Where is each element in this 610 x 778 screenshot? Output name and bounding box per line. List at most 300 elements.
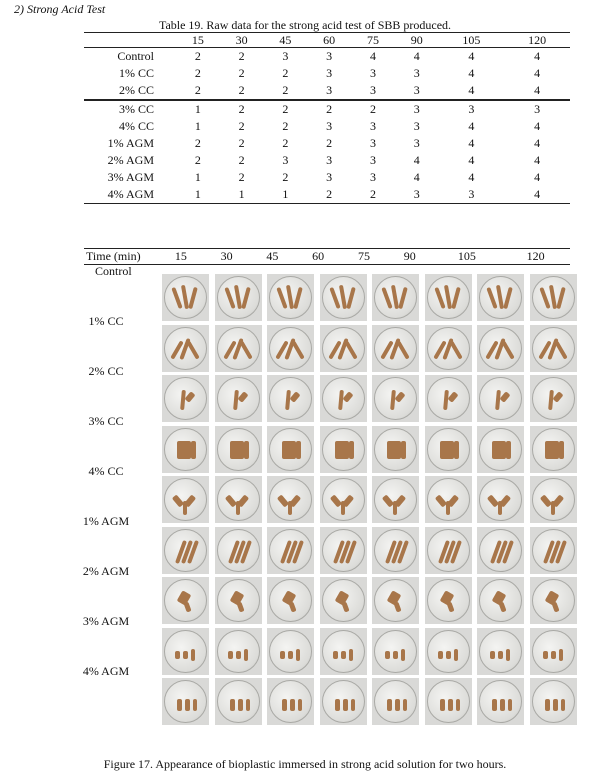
raw-cell-value: 2 xyxy=(194,153,201,167)
raw-row-label: Control xyxy=(117,49,154,63)
sample-photo xyxy=(530,678,577,725)
sample-photo xyxy=(477,628,524,675)
raw-cell-value: 3 xyxy=(282,49,289,63)
raw-table-row xyxy=(84,152,570,169)
sample-photo xyxy=(215,325,262,372)
raw-cell-value: 2 xyxy=(282,83,289,97)
raw-cell-value: 3 xyxy=(504,100,570,118)
figure-row-label: 4% CC xyxy=(88,464,124,478)
sample-photo xyxy=(372,426,419,473)
bioplastic-sample-icon xyxy=(500,699,505,711)
bioplastic-sample-icon xyxy=(293,287,303,309)
petri-dish-icon xyxy=(532,630,575,673)
petri-dish-icon xyxy=(164,529,207,572)
petri-dish-icon xyxy=(322,478,365,521)
raw-cell-value: 3 xyxy=(369,66,376,80)
petri-dish-icon xyxy=(322,377,365,420)
sample-photo xyxy=(372,375,419,422)
raw-cell-value: 4 xyxy=(468,170,475,184)
bioplastic-sample-icon xyxy=(393,651,398,659)
figure-time-value: 75 xyxy=(341,249,387,265)
figure-time-value: 30 xyxy=(204,249,250,265)
table-caption: Table 19. Raw data for the strong acid test of SBB produced. xyxy=(158,18,452,32)
petri-dish-icon xyxy=(269,428,312,471)
bioplastic-sample-icon xyxy=(387,441,401,459)
bioplastic-sample-icon xyxy=(342,391,353,403)
sample-photo xyxy=(267,527,314,574)
raw-cell-value: 4 xyxy=(468,83,475,97)
raw-cell-value: 1 xyxy=(220,186,264,204)
sample-photo xyxy=(530,628,577,675)
bioplastic-sample-icon xyxy=(224,287,235,309)
raw-cell-value: 2 xyxy=(238,170,245,184)
sample-photo xyxy=(162,375,209,422)
raw-cell-value: 4 xyxy=(534,66,541,80)
petri-dish-icon xyxy=(164,428,207,471)
petri-dish-icon xyxy=(532,327,575,370)
bioplastic-sample-icon xyxy=(499,391,510,403)
bioplastic-sample-icon xyxy=(188,287,198,309)
bioplastic-sample-icon xyxy=(344,340,357,359)
bioplastic-sample-icon xyxy=(556,287,566,309)
sample-photo xyxy=(267,476,314,523)
petri-dish-icon xyxy=(427,529,470,572)
raw-cell-value: 4 xyxy=(468,136,475,150)
bioplastic-sample-icon xyxy=(508,699,512,711)
bioplastic-sample-icon xyxy=(351,699,355,711)
raw-cell-value: 2 xyxy=(238,153,245,167)
bioplastic-sample-icon xyxy=(448,699,453,711)
figure-row-label: 2% CC xyxy=(88,364,124,378)
raw-row-label: 3% AGM xyxy=(107,170,154,184)
raw-cell-value: 2 xyxy=(264,100,308,118)
petri-dish-icon xyxy=(322,276,365,319)
sample-photo xyxy=(477,426,524,473)
raw-table-row xyxy=(84,135,570,152)
bioplastic-sample-icon xyxy=(446,601,454,612)
petri-dish-icon xyxy=(427,630,470,673)
sample-photo xyxy=(425,426,472,473)
bioplastic-sample-icon xyxy=(177,699,182,711)
petri-dish-icon xyxy=(532,680,575,723)
raw-cell-value: 4 xyxy=(413,49,420,63)
raw-cell-value: 1 xyxy=(264,186,308,204)
raw-cell-value: 4 xyxy=(534,119,541,133)
petri-dish-icon xyxy=(322,428,365,471)
bioplastic-sample-icon xyxy=(447,391,458,403)
raw-cell-value: 3 xyxy=(282,153,289,167)
raw-cell-value: 4 xyxy=(468,66,475,80)
bioplastic-sample-icon xyxy=(338,390,344,410)
sample-photo xyxy=(162,325,209,372)
sample-photo xyxy=(162,577,209,624)
petri-dish-icon xyxy=(269,529,312,572)
petri-dish-icon xyxy=(374,680,417,723)
raw-time-header: 90 xyxy=(395,33,439,48)
bioplastic-sample-icon xyxy=(177,441,191,459)
sample-photo xyxy=(477,325,524,372)
petri-dish-icon xyxy=(217,680,260,723)
petri-dish-icon xyxy=(479,630,522,673)
raw-cell-value: 2 xyxy=(351,186,395,204)
bioplastic-sample-icon xyxy=(446,651,451,659)
raw-cell-value: 2 xyxy=(238,136,245,150)
sample-photo xyxy=(425,628,472,675)
sample-photo xyxy=(215,274,262,321)
bioplastic-photo-grid xyxy=(162,274,582,726)
raw-table-row xyxy=(84,82,570,100)
bioplastic-sample-icon xyxy=(395,699,400,711)
raw-table-header-row xyxy=(84,33,570,48)
raw-cell-value: 1 xyxy=(194,119,201,133)
bioplastic-sample-icon xyxy=(446,501,450,515)
sample-photo xyxy=(372,577,419,624)
time-min-label: Time (min) xyxy=(84,249,158,265)
sample-photo xyxy=(320,678,367,725)
raw-cell-value: 1 xyxy=(194,170,201,184)
raw-cell-value: 4 xyxy=(413,153,420,167)
bioplastic-sample-icon xyxy=(291,340,304,359)
figure-row-label-control: Control xyxy=(95,264,132,278)
petri-dish-icon xyxy=(322,327,365,370)
petri-dish-icon xyxy=(532,428,575,471)
bioplastic-sample-icon xyxy=(394,391,405,403)
raw-cell-value: 2 xyxy=(307,186,351,204)
petri-dish-icon xyxy=(374,478,417,521)
raw-cell-value: 4 xyxy=(369,49,376,63)
bioplastic-sample-icon xyxy=(403,699,407,711)
sample-photo xyxy=(267,678,314,725)
bioplastic-sample-icon xyxy=(440,699,445,711)
figure-time-value: 45 xyxy=(250,249,296,265)
petri-dish-icon xyxy=(374,276,417,319)
bioplastic-sample-icon xyxy=(449,340,462,359)
raw-cell-value: 3 xyxy=(413,83,420,97)
section-heading: 2) Strong Acid Test xyxy=(14,2,106,16)
sample-photo xyxy=(162,678,209,725)
raw-cell-value: 3 xyxy=(395,100,439,118)
petri-dish-icon xyxy=(322,579,365,622)
petri-dish-icon xyxy=(374,579,417,622)
bioplastic-sample-icon xyxy=(237,391,248,403)
raw-cell-value: 4 xyxy=(534,83,541,97)
sample-photo xyxy=(425,375,472,422)
bioplastic-sample-icon xyxy=(239,340,252,359)
sample-photo xyxy=(530,527,577,574)
raw-cell-value: 2 xyxy=(194,83,201,97)
figure-time-value: 90 xyxy=(387,249,433,265)
bioplastic-sample-icon xyxy=(228,651,233,659)
bioplastic-sample-icon xyxy=(236,501,240,515)
sample-photo xyxy=(425,678,472,725)
sample-photo xyxy=(477,577,524,624)
bioplastic-sample-icon xyxy=(545,699,550,711)
bioplastic-sample-icon xyxy=(349,649,353,661)
bioplastic-sample-icon xyxy=(498,651,503,659)
bioplastic-sample-icon xyxy=(341,501,345,515)
figure-time-value: 60 xyxy=(295,249,341,265)
raw-cell-value: 3 xyxy=(326,170,333,184)
bioplastic-sample-icon xyxy=(393,501,397,515)
bioplastic-sample-icon xyxy=(503,287,513,309)
bioplastic-sample-icon xyxy=(387,699,392,711)
petri-dish-icon xyxy=(217,428,260,471)
raw-row-label: 1% AGM xyxy=(107,136,154,150)
bioplastic-sample-icon xyxy=(501,340,514,359)
sample-photo xyxy=(530,325,577,372)
petri-dish-icon xyxy=(479,327,522,370)
raw-cell-value: 3 xyxy=(413,136,420,150)
bioplastic-sample-icon xyxy=(490,651,495,659)
sample-photo xyxy=(215,476,262,523)
bioplastic-sample-icon xyxy=(456,699,460,711)
bioplastic-sample-icon xyxy=(559,441,564,459)
petri-dish-icon xyxy=(164,327,207,370)
raw-time-header: 15 xyxy=(176,33,220,48)
bioplastic-sample-icon xyxy=(183,601,191,612)
petri-dish-icon xyxy=(427,579,470,622)
bioplastic-sample-icon xyxy=(543,651,548,659)
petri-dish-icon xyxy=(532,579,575,622)
petri-dish-icon xyxy=(217,377,260,420)
petri-dish-icon xyxy=(374,327,417,370)
bioplastic-sample-icon xyxy=(341,651,346,659)
raw-cell-value: 2 xyxy=(326,136,333,150)
figure-row-label: 4% AGM xyxy=(82,664,130,678)
petri-dish-icon xyxy=(269,377,312,420)
raw-cell-value: 3 xyxy=(369,170,376,184)
petri-dish-icon xyxy=(479,680,522,723)
petri-dish-icon xyxy=(269,630,312,673)
sample-photo xyxy=(162,628,209,675)
bioplastic-sample-icon xyxy=(288,651,293,659)
bioplastic-sample-icon xyxy=(454,441,459,459)
bioplastic-sample-icon xyxy=(329,287,340,309)
raw-cell-value: 2 xyxy=(282,66,289,80)
bioplastic-sample-icon xyxy=(385,651,390,659)
raw-cell-value: 3 xyxy=(369,136,376,150)
bioplastic-sample-icon xyxy=(396,340,409,359)
petri-dish-icon xyxy=(532,478,575,521)
raw-row-label: 1% CC xyxy=(118,66,154,80)
bioplastic-sample-icon xyxy=(335,441,349,459)
raw-cell-value: 2 xyxy=(238,83,245,97)
bioplastic-sample-icon xyxy=(280,651,285,659)
raw-time-header: 120 xyxy=(504,33,570,48)
bioplastic-sample-icon xyxy=(246,699,250,711)
sample-photo xyxy=(477,678,524,725)
petri-dish-icon xyxy=(427,327,470,370)
raw-cell-value: 3 xyxy=(326,66,333,80)
raw-cell-value: 2 xyxy=(220,100,264,118)
petri-dish-icon xyxy=(269,680,312,723)
bioplastic-sample-icon xyxy=(551,651,556,659)
bioplastic-sample-icon xyxy=(561,699,565,711)
bioplastic-sample-icon xyxy=(346,287,356,309)
figure-row-label: 1% AGM xyxy=(82,514,130,528)
bioplastic-sample-icon xyxy=(440,441,454,459)
sample-photo xyxy=(372,678,419,725)
petri-dish-icon xyxy=(217,478,260,521)
petri-dish-icon xyxy=(427,680,470,723)
raw-cell-value: 3 xyxy=(413,119,420,133)
sample-photo xyxy=(372,628,419,675)
petri-dish-icon xyxy=(217,579,260,622)
bioplastic-sample-icon xyxy=(552,391,563,403)
raw-cell-value: 3 xyxy=(326,119,333,133)
petri-dish-icon xyxy=(269,579,312,622)
raw-table-row xyxy=(84,48,570,66)
bioplastic-sample-icon xyxy=(175,651,180,659)
bioplastic-sample-icon xyxy=(241,287,251,309)
sample-photo xyxy=(215,375,262,422)
bioplastic-sample-icon xyxy=(236,651,241,659)
sample-photo xyxy=(530,476,577,523)
sample-photo xyxy=(162,274,209,321)
bioplastic-sample-icon xyxy=(186,340,199,359)
bioplastic-sample-icon xyxy=(236,601,244,612)
bioplastic-sample-icon xyxy=(401,649,405,661)
petri-dish-icon xyxy=(427,478,470,521)
bioplastic-sample-icon xyxy=(244,649,248,661)
bioplastic-sample-icon xyxy=(184,391,195,403)
raw-cell-value: 1 xyxy=(176,100,220,118)
bioplastic-sample-icon xyxy=(282,441,296,459)
bioplastic-sample-icon xyxy=(233,390,239,410)
bioplastic-sample-icon xyxy=(296,649,300,661)
figure-time-row xyxy=(84,249,570,265)
figure-row-label: 3% AGM xyxy=(82,614,130,628)
raw-cell-value: 3 xyxy=(369,83,376,97)
sample-photo xyxy=(477,476,524,523)
sample-photo xyxy=(267,325,314,372)
raw-cell-value: 3 xyxy=(439,100,505,118)
sample-photo xyxy=(530,426,577,473)
petri-dish-icon xyxy=(164,377,207,420)
raw-row-label: 2% CC xyxy=(118,83,154,97)
raw-time-header: 30 xyxy=(220,33,264,48)
petri-dish-icon xyxy=(164,579,207,622)
raw-cell-value: 3 xyxy=(326,49,333,63)
figure-row-label: 2% AGM xyxy=(82,564,130,578)
bioplastic-sample-icon xyxy=(343,699,348,711)
petri-dish-icon xyxy=(427,276,470,319)
sample-photo xyxy=(372,527,419,574)
raw-cell-value: 2 xyxy=(194,66,201,80)
figure-time-value: 120 xyxy=(501,249,570,265)
petri-dish-icon xyxy=(374,428,417,471)
bioplastic-sample-icon xyxy=(288,601,296,612)
raw-cell-value: 4 xyxy=(534,153,541,167)
bioplastic-sample-icon xyxy=(434,287,445,309)
sample-photo xyxy=(530,274,577,321)
bioplastic-sample-icon xyxy=(451,287,461,309)
figure-time-value: 105 xyxy=(433,249,502,265)
raw-cell-value: 3 xyxy=(369,153,376,167)
bioplastic-sample-icon xyxy=(551,601,559,612)
bioplastic-sample-icon xyxy=(506,649,510,661)
figure-time-value: 15 xyxy=(158,249,204,265)
bioplastic-sample-icon xyxy=(191,441,196,459)
petri-dish-icon xyxy=(479,428,522,471)
raw-cell-value: 3 xyxy=(413,66,420,80)
sample-photo xyxy=(425,577,472,624)
bioplastic-sample-icon xyxy=(438,651,443,659)
bioplastic-sample-icon xyxy=(288,501,292,515)
petri-dish-icon xyxy=(479,529,522,572)
bioplastic-sample-icon xyxy=(548,390,554,410)
sample-photo xyxy=(477,274,524,321)
sample-photo xyxy=(530,577,577,624)
sample-photo xyxy=(425,527,472,574)
raw-cell-value: 4 xyxy=(534,136,541,150)
bioplastic-sample-icon xyxy=(443,390,449,410)
raw-cell-value: 3 xyxy=(326,153,333,167)
sample-photo xyxy=(320,628,367,675)
bioplastic-sample-icon xyxy=(492,699,497,711)
raw-cell-value: 1 xyxy=(176,186,220,204)
petri-dish-icon xyxy=(269,327,312,370)
sample-photo xyxy=(267,426,314,473)
raw-table-row xyxy=(84,100,570,118)
raw-data-table xyxy=(84,32,570,204)
petri-dish-icon xyxy=(479,276,522,319)
petri-dish-icon xyxy=(164,630,207,673)
raw-table-row xyxy=(84,186,570,204)
petri-dish-icon xyxy=(374,630,417,673)
sample-photo xyxy=(215,628,262,675)
raw-time-header: 60 xyxy=(307,33,351,48)
raw-cell-value: 2 xyxy=(238,49,245,63)
bioplastic-sample-icon xyxy=(551,501,555,515)
petri-dish-icon xyxy=(427,428,470,471)
raw-cell-value: 2 xyxy=(238,66,245,80)
petri-dish-icon xyxy=(217,630,260,673)
raw-cell-value: 4 xyxy=(468,153,475,167)
raw-cell-value: 3 xyxy=(439,186,505,204)
raw-row-label: 4% CC xyxy=(118,119,154,133)
petri-dish-icon xyxy=(322,630,365,673)
raw-cell-value: 4 xyxy=(534,49,541,63)
bioplastic-sample-icon xyxy=(238,699,243,711)
sample-photo xyxy=(425,274,472,321)
bioplastic-sample-icon xyxy=(185,699,190,711)
bioplastic-sample-icon xyxy=(298,699,302,711)
raw-cell-value: 2 xyxy=(307,100,351,118)
figure-time-header xyxy=(84,248,570,265)
bioplastic-sample-icon xyxy=(559,649,563,661)
bioplastic-sample-icon xyxy=(230,441,244,459)
figure-row-label: 3% CC xyxy=(88,414,124,428)
bioplastic-sample-icon xyxy=(545,441,559,459)
petri-dish-icon xyxy=(217,276,260,319)
sample-photo xyxy=(530,375,577,422)
bioplastic-sample-icon xyxy=(349,441,354,459)
sample-photo xyxy=(477,527,524,574)
sample-photo xyxy=(425,476,472,523)
petri-dish-icon xyxy=(479,478,522,521)
petri-dish-icon xyxy=(164,680,207,723)
bioplastic-sample-icon xyxy=(282,699,287,711)
raw-row-label: 3% CC xyxy=(84,100,176,118)
bioplastic-sample-icon xyxy=(498,501,502,515)
sample-photo xyxy=(320,375,367,422)
raw-cell-value: 2 xyxy=(194,49,201,63)
bioplastic-sample-icon xyxy=(506,441,511,459)
bioplastic-sample-icon xyxy=(183,651,188,659)
petri-dish-icon xyxy=(217,327,260,370)
petri-dish-icon xyxy=(532,529,575,572)
